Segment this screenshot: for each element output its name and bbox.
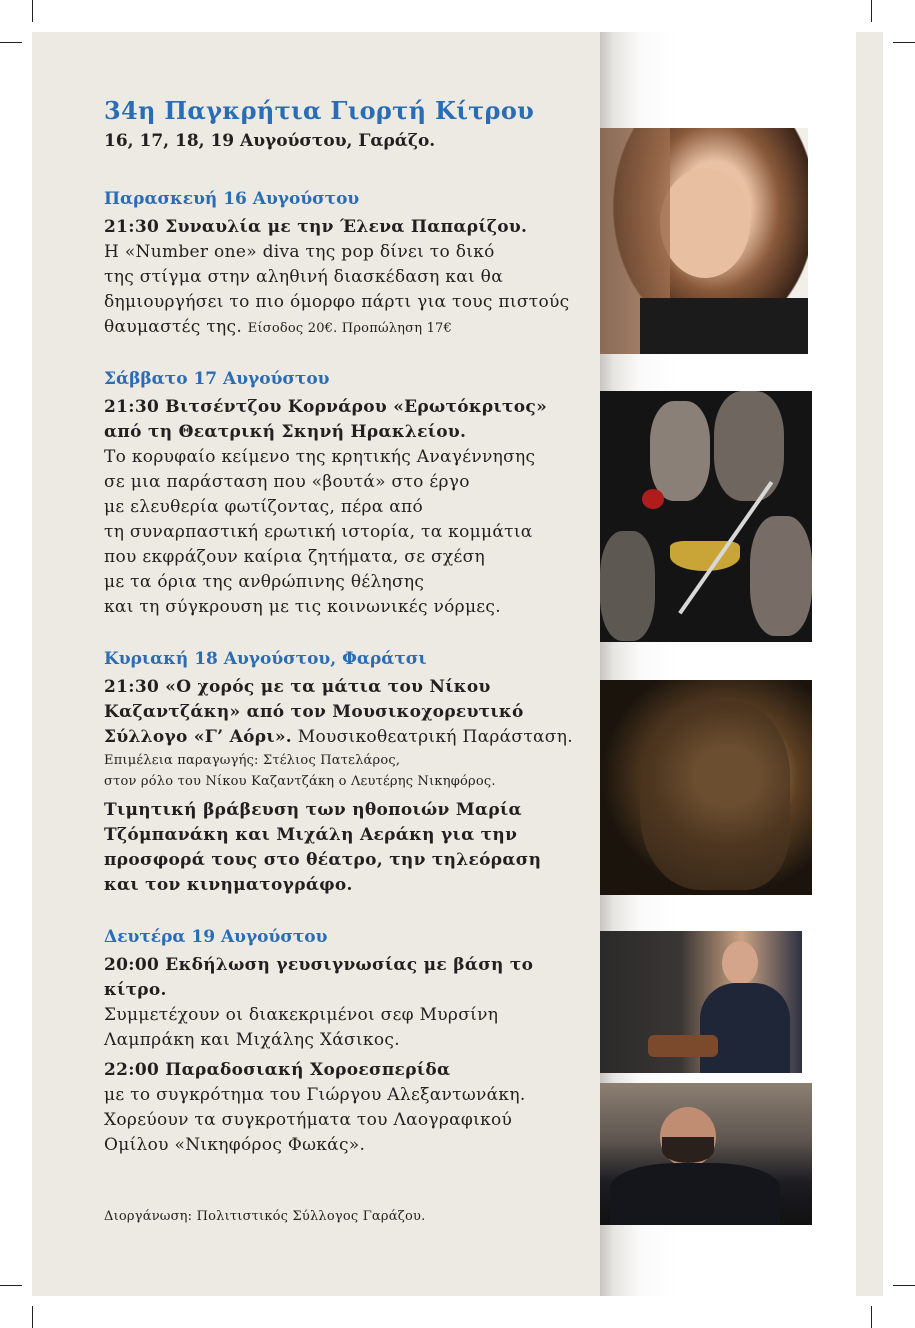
- sunday-honor-line: Τιμητική βράβευση των ηθοποιών Μαρία: [104, 800, 522, 820]
- crop-mark: [871, 0, 872, 22]
- monday-event1-headline: 20:00 Εκδήλωση γευσιγνωσίας με βάση το κίτρο.: [104, 955, 534, 1000]
- saturday-line: και τη σύγκρουση με τις κοινωνικές νόρμες.: [104, 597, 501, 617]
- saturday-headline: από τη Θεατρική Σκηνή Ηρακλείου.: [104, 422, 467, 442]
- right-page-edge: [856, 32, 883, 1296]
- saturday-day-heading: Σάββατο 17 Αυγούστου: [104, 369, 330, 389]
- sunday-headline: 21:30 «Ο χορός με τα μάτια του Νίκου: [104, 677, 491, 697]
- sunday-honor-line: και τον κινηματογράφο.: [104, 875, 353, 895]
- monday-event2-headline: 22:00 Παραδοσιακή Χοροεσπερίδα: [104, 1060, 451, 1080]
- saturday-line: με ελευθερία φωτίζοντας, πέρα από: [104, 497, 424, 517]
- sunday-credit: στον ρόλο του Νίκου Καζαντζάκη ο Λευτέρης Νικηφόρος.: [104, 774, 496, 789]
- friday-headline: 21:30 Συναυλία με την Έλενα Παπαρίζου.: [104, 217, 528, 237]
- friday-last-line: [104, 315, 590, 340]
- saturday-headline: 21:30 Βιτσέντζου Κορνάρου «Ερωτόκριτος»: [104, 397, 547, 417]
- monday-section: [104, 926, 590, 1158]
- crop-mark: [871, 1306, 872, 1328]
- sunday-honor-line: προσφορά τους στο θέατρο, την τηλεόραση: [104, 850, 542, 870]
- singer-portrait-photo: [600, 128, 808, 354]
- theater-poster-photo: [600, 391, 812, 642]
- monday-event1-line: Συμμετέχουν οι διακεκριμένοι σεφ Μυρσίνη: [104, 1005, 499, 1025]
- saturday-line: σε μια παράσταση που «βουτά» στο έργο: [104, 472, 470, 492]
- sunday-performance-type: Μουσικοθεατρική Παράσταση.: [297, 727, 573, 747]
- monday-event1-line: Λαμπράκη και Μιχάλης Χάσικος.: [104, 1030, 400, 1050]
- page-title: 34η Παγκρήτια Γιορτή Κίτρου: [104, 96, 535, 125]
- sunday-headline: Καζαντζάκη» από τον Μουσικοχορευτικό: [104, 702, 524, 722]
- friday-price: Είσοδος 20€. Προπώληση 17€: [247, 321, 452, 336]
- sunday-headline: Σύλλογο «Γ’ Αόρι».: [104, 727, 293, 747]
- festival-dates: 16, 17, 18, 19 Αυγούστου, Γαράζο.: [104, 131, 436, 151]
- crop-mark: [32, 0, 33, 22]
- crop-mark: [32, 1306, 33, 1328]
- saturday-line: με τα όρια της ανθρώπινης θέλησης: [104, 572, 425, 592]
- sunday-section: [104, 648, 590, 898]
- monday-event2-line: Χορεύουν τα συγκροτήματα του Λαογραφικού: [104, 1110, 513, 1130]
- chef-man-photo: [600, 1083, 812, 1225]
- monday-day-heading: Δευτέρα 19 Αυγούστου: [104, 927, 328, 947]
- organizer-credit: Διοργάνωση: Πολιτιστικός Σύλλογος Γαράζου.: [104, 1209, 426, 1224]
- friday-section: [104, 188, 590, 340]
- saturday-line: Το κορυφαίο κείμενο της κρητικής Αναγέννησης: [104, 447, 536, 467]
- friday-line: θαυμαστές της.: [104, 317, 243, 337]
- saturday-section: [104, 368, 590, 620]
- friday-line: της στίγμα στην αληθινή διασκέδαση και θα: [104, 267, 503, 287]
- chef-woman-photo: [600, 931, 802, 1073]
- sunday-honor-line: Τζόμπανάκη και Μιχάλη Αεράκη για την: [104, 825, 518, 845]
- crop-mark: [893, 1285, 915, 1286]
- kazantzakis-profile-photo: [600, 680, 812, 895]
- friday-day-heading: Παρασκευή 16 Αυγούστου: [104, 189, 360, 209]
- saturday-line: που εκφράζουν καίρια ζητήματα, σε σχέση: [104, 547, 486, 567]
- crop-mark: [0, 42, 22, 43]
- crop-mark: [0, 1285, 22, 1286]
- sunday-headline-line: [104, 725, 590, 750]
- saturday-line: τη συναρπαστική ερωτική ιστορία, τα κομμάτια: [104, 522, 533, 542]
- sunday-day-heading: Κυριακή 18 Αυγούστου, Φαράτσι: [104, 649, 427, 669]
- friday-line: Η «Number one» diva της pop δίνει το δικό: [104, 242, 495, 262]
- monday-event2-line: Ομίλου «Νικηφόρος Φωκάς».: [104, 1135, 366, 1155]
- monday-event2-line: με το συγκρότημα του Γιώργου Αλεξαντωνάκη.: [104, 1085, 526, 1105]
- friday-line: δημιουργήσει το πιο όμορφο πάρτι για τους πιστούς: [104, 292, 570, 312]
- program-text: [104, 96, 590, 1158]
- crop-mark: [893, 42, 915, 43]
- sunday-credit: Επιμέλεια παραγωγής: Στέλιος Πατελάρος,: [104, 753, 401, 768]
